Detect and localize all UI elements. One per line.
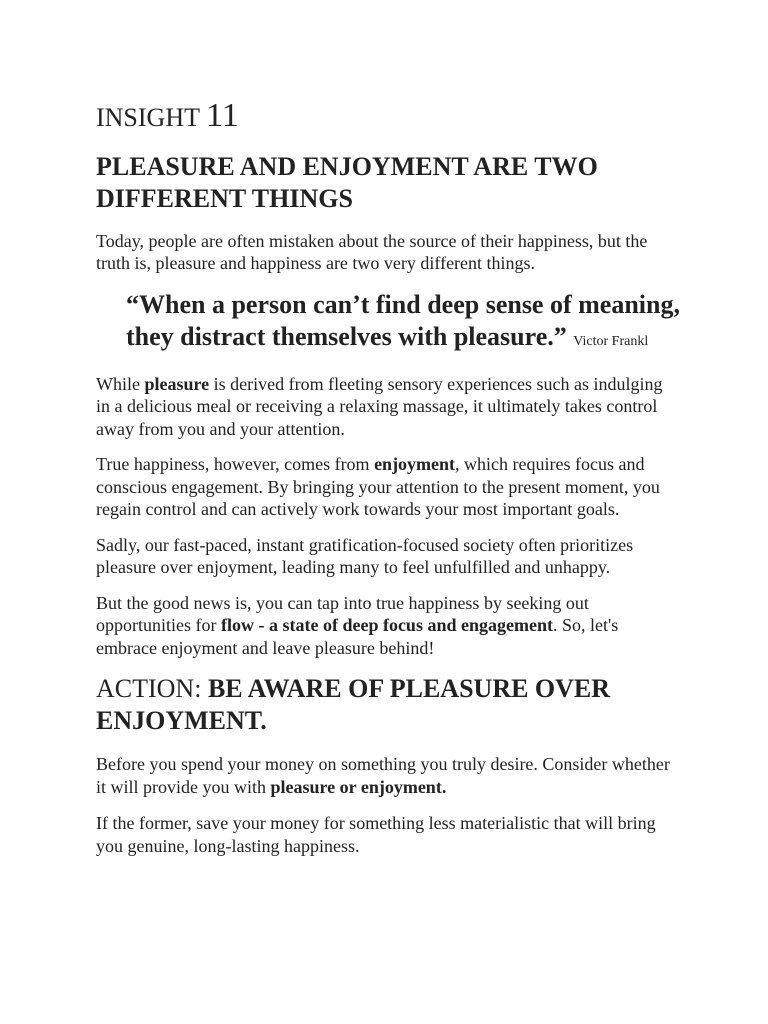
intro-paragraph: Today, people are often mistaken about the source of their happiness, but the truth is, pleasure and happiness are two very different things. xyxy=(96,230,648,274)
paragraph-enjoyment-bold: enjoyment xyxy=(374,454,456,475)
page-title: PLEASURE AND ENJOYMENT ARE TWO DIFFERENT THINGS xyxy=(96,151,598,213)
paragraph-former: If the former, save your money for something less materialistic that will bring you genuine, long-lasting happiness. xyxy=(96,813,656,856)
paragraph-pleasure-after: is derived from fleeting sensory experiences such as indulging in a delicious meal or receiving a relaxing massage, it ultimately takes control away from you and your attention. xyxy=(96,373,663,439)
paragraph-money-before: Before you spend your money on something you truly desire. Consider whether it will provide you with xyxy=(96,754,670,797)
paragraph-flow-after: . So, let's embrace enjoyment and leave pleasure behind! xyxy=(96,615,619,658)
paragraph-pleasure xyxy=(96,373,680,441)
paragraph-money-bold: pleasure or enjoyment. xyxy=(270,776,447,797)
paragraph-flow-before: But the good news is, you can tap into true happiness by seeking out opportunities for xyxy=(96,592,589,636)
paragraph-flow xyxy=(96,592,680,660)
paragraph-money xyxy=(96,753,680,798)
quote-block xyxy=(126,289,680,359)
paragraph-flow-bold: flow - a state of deep focus and engagement xyxy=(220,615,553,636)
paragraph-society: Sadly, our fast-paced, instant gratification-focused society often prioritizes pleasure over enjoyment, leading many to feel unfulfilled and unhappy. xyxy=(96,534,634,578)
paragraph-enjoyment-after: , which requires focus and conscious engagement. By bringing your attention to the present moment, you regain control and can actively work towards your most important goals. xyxy=(96,454,660,520)
paragraph-enjoyment-before: True happiness, however, comes from xyxy=(96,454,375,475)
action-prefix: ACTION: xyxy=(96,674,208,704)
paragraph-pleasure-before: While xyxy=(96,373,145,394)
quote-text: “When a person can’t find deep sense of meaning, they distract themselves with pleasure.” xyxy=(126,289,680,352)
insight-number: 11 xyxy=(206,97,239,134)
quote-author: Victor Frankl xyxy=(573,334,649,350)
insight-heading xyxy=(96,96,680,137)
paragraph-pleasure-bold: pleasure xyxy=(144,373,210,394)
document-page xyxy=(96,96,680,857)
paragraph-enjoyment xyxy=(96,453,680,521)
insight-label: INSIGHT xyxy=(96,103,200,132)
action-title: BE AWARE OF PLEASURE OVER ENJOYMENT. xyxy=(96,674,611,736)
action-heading xyxy=(96,673,680,737)
